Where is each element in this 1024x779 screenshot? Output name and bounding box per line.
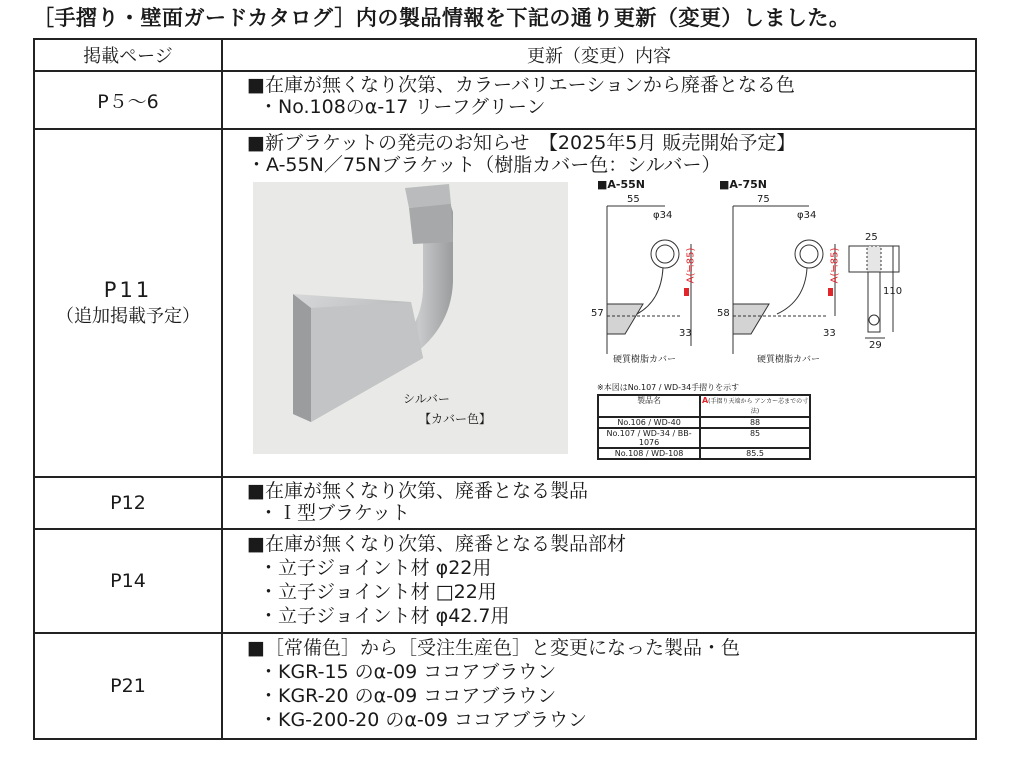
dimension-label: φ34: [797, 210, 817, 221]
page-number: P11: [103, 278, 153, 302]
header-a: [700, 395, 810, 417]
page-cell: [34, 529, 222, 633]
update-table: [33, 38, 977, 740]
content-line: ■新ブラケットの発売のお知らせ 【2025年5月 販売開始予定】: [247, 132, 796, 154]
dimension-label: φ34: [653, 210, 673, 221]
content-line: ・KG-200-20 のα-09 ココアブラウン: [259, 709, 587, 731]
content-line: ・KGR-15 のα-09 ココアブラウン: [259, 661, 557, 683]
a-value: 88: [700, 417, 810, 428]
a-value: 85.5: [700, 448, 810, 459]
page-number: P５〜6: [97, 90, 159, 113]
content-cell: [222, 477, 976, 529]
product-name: No.107 / WD-34 / BB-1076: [598, 428, 700, 448]
product-photo: [253, 182, 568, 454]
content-line: ・立子ジョイント材 □22用: [259, 581, 497, 603]
page-title: ［手摺り・壁面ガードカタログ］内の製品情報を下記の通り更新（変更）しました。: [33, 6, 851, 30]
drawing-note: ※本図はNo.107 / WD-34手摺りを示す: [597, 383, 740, 392]
dimension-label: 29: [869, 340, 882, 351]
figure-area: [223, 176, 975, 462]
header-content: 更新（変更）内容: [222, 39, 976, 71]
page-number: P14: [110, 570, 146, 592]
page-subnote: （追加掲載予定）: [56, 306, 200, 327]
a-symbol: A: [701, 396, 709, 405]
resin-cover-label: 硬質樹脂カバー: [757, 355, 821, 365]
content-line: ・No.108のα-17 リーフグリーン: [259, 96, 546, 118]
a-marker: [684, 288, 689, 296]
page-cell: [34, 633, 222, 739]
dimension-label: 58: [717, 308, 730, 319]
content-line: ■［常備色］から［受注生産色］と変更になった製品・色: [247, 637, 740, 659]
table-row: [598, 448, 810, 459]
dimension-label: A(≒85): [829, 247, 841, 284]
dimension-label: 55: [627, 194, 640, 205]
header-page: 掲載ページ: [34, 39, 222, 71]
content-cell: [222, 529, 976, 633]
drawing-title: ■A-55N: [597, 178, 645, 191]
a-marker: [828, 288, 833, 296]
table-header-row: [598, 395, 810, 417]
dimension-label: A(≒85): [685, 247, 697, 284]
page-cell: [34, 477, 222, 529]
dimension-label: 57: [591, 308, 604, 319]
a-note-line: アンカー芯までの寸法: [750, 398, 809, 415]
page-number: P12: [110, 492, 146, 514]
product-name: No.106 / WD-40: [598, 417, 700, 428]
table-header-row: [34, 39, 976, 71]
page-cell: [34, 71, 222, 129]
photo-label: 【カバー色】: [419, 412, 492, 426]
photo-label: シルバー: [403, 392, 450, 406]
content-line: ・KGR-20 のα-09 ココアブラウン: [259, 685, 557, 707]
content-line: ■在庫が無くなり次第、カラーバリエーションから廃番となる色: [247, 74, 795, 96]
content-cell: [222, 71, 976, 129]
dimension-label: 110: [883, 286, 903, 297]
table-row: [598, 417, 810, 428]
dimension-label: 33: [679, 328, 692, 339]
content-line: ■在庫が無くなり次第、廃番となる製品: [247, 480, 588, 502]
content-line: ・Ｉ型ブラケット: [259, 502, 411, 524]
content-line: ・立子ジョイント材 φ22用: [259, 557, 492, 579]
table-row: [34, 129, 976, 477]
content-line: ・A-55N／75Nブラケット（樹脂カバー色：シルバー）: [247, 154, 721, 176]
table-row: [34, 477, 976, 529]
content-line: ■在庫が無くなり次第、廃番となる製品部材: [247, 533, 626, 555]
page-cell: [34, 129, 222, 477]
resin-cover-label: 硬質樹脂カバー: [613, 355, 677, 365]
content-line: ・立子ジョイント材 φ42.7用: [259, 605, 510, 627]
technical-drawing: [587, 176, 903, 462]
a-note: (手摺り天端から アンカー芯までの寸法): [708, 398, 809, 415]
table-row: [34, 633, 976, 739]
page-number: P21: [110, 675, 146, 697]
dimension-label: 75: [757, 194, 770, 205]
bracket-illustration: [253, 182, 568, 454]
table-row: [34, 529, 976, 633]
dimension-label: 33: [823, 328, 836, 339]
dimension-table: [597, 394, 811, 460]
a-note-line: 手摺り天端から: [710, 398, 753, 405]
a-value: 85: [700, 428, 810, 448]
content-cell: [222, 129, 976, 477]
product-name: No.108 / WD-108: [598, 448, 700, 459]
table-row: [34, 71, 976, 129]
content-cell: [222, 633, 976, 739]
table-row: [598, 428, 810, 448]
drawing-title: ■A-75N: [719, 178, 767, 191]
dimension-label: 25: [865, 232, 878, 243]
header-product: 製品名: [598, 395, 700, 417]
